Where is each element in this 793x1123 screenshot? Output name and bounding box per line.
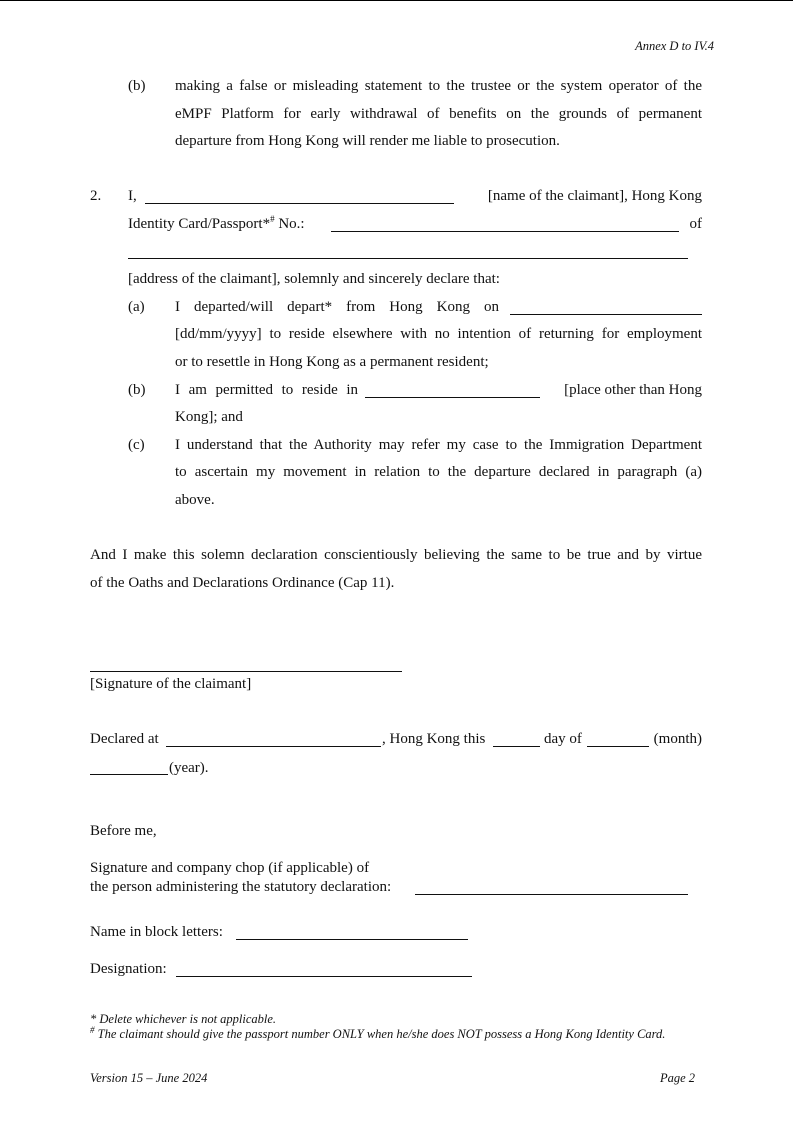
para1b-line-1: making a false or misleading statement to the trustee or the system operator of the: [175, 78, 702, 94]
designation-label: Designation:: [90, 961, 167, 977]
page-number: Page 2: [659, 1071, 695, 1085]
footnote-hash: # The claimant should give the passport number ONLY when he/she does NOT possess a Hong Kong Identity Card.: [90, 1024, 666, 1041]
hong-kong-this-label: , Hong Kong this: [382, 731, 486, 747]
version-label: Version 15 – June 2024: [90, 1071, 208, 1085]
before-me-label: Before me,: [90, 823, 157, 839]
page-top-border: [0, 0, 793, 1]
claimant-address-field[interactable]: [128, 258, 688, 259]
declared-at-label: Declared at: [90, 731, 159, 747]
year-field[interactable]: [90, 774, 168, 775]
item-a-line-3: or to resettle in Hong Kong as a permanent resident;: [175, 354, 489, 370]
designation-field[interactable]: [176, 976, 472, 977]
claimant-name-label: [name of the claimant], Hong Kong: [487, 188, 702, 204]
declaration-line-2: of the Oaths and Declarations Ordinance (Cap 11).: [90, 575, 395, 591]
address-label: [address of the claimant], solemnly and sincerely declare that:: [128, 271, 500, 287]
para2-number: 2.: [90, 188, 102, 204]
para2-i: I,: [128, 188, 137, 204]
declaration-line-1: And I make this solemn declaration conscientiously believing the same to be true and by virtue: [90, 547, 702, 563]
block-letters-label: Name in block letters:: [90, 924, 223, 940]
place-of-residence-field[interactable]: [365, 397, 540, 398]
claimant-signature-field[interactable]: [90, 671, 402, 672]
block-letters-field[interactable]: [236, 939, 468, 940]
item-a-marker: (a): [128, 299, 145, 315]
para1b-line-2: eMPF Platform for early withdrawal of benefits on the grounds of permanent: [175, 106, 702, 122]
item-c-marker: (c): [128, 437, 145, 453]
month-label: (month): [653, 731, 702, 747]
para1b-marker: (b): [128, 78, 146, 94]
item-a-line-2: [dd/mm/yyyy] to reside elsewhere with no intention of returning for employment: [175, 326, 702, 342]
para1b-line-3: departure from Hong Kong will render me liable to prosecution.: [175, 133, 560, 149]
footnote-star: * Delete whichever is not applicable.: [90, 1012, 277, 1026]
administrator-signature-field[interactable]: [415, 894, 688, 895]
claimant-name-field[interactable]: [145, 203, 454, 204]
item-b-line-1-start: I am permitted to reside in: [175, 382, 358, 398]
item-b-marker: (b): [128, 382, 146, 398]
day-of-label: day of: [544, 731, 582, 747]
id-number-field[interactable]: [331, 231, 679, 232]
item-c-line-1: I understand that the Authority may refer my case to the Immigration Department: [175, 437, 702, 453]
item-b-line-1-end: [place other than Hong: [564, 382, 702, 398]
year-label: (year).: [169, 760, 209, 776]
of-word: of: [689, 216, 702, 232]
declared-place-field[interactable]: [166, 746, 381, 747]
item-c-line-2: to ascertain my movement in relation to the departure declared in paragraph (a): [175, 464, 702, 480]
item-b-line-2: Kong]; and: [175, 409, 243, 425]
administrator-signature-label-1: Signature and company chop (if applicable) of: [90, 860, 370, 876]
administrator-signature-label-2: the person administering the statutory declaration:: [90, 879, 392, 895]
day-field[interactable]: [493, 746, 540, 747]
item-c-line-3: above.: [175, 492, 215, 508]
departure-date-field[interactable]: [510, 314, 702, 315]
claimant-signature-label: [Signature of the claimant]: [90, 676, 252, 692]
annex-reference: Annex D to IV.4: [635, 39, 714, 53]
month-field[interactable]: [587, 746, 649, 747]
item-a-line-1: I departed/will depart* from Hong Kong on: [175, 299, 499, 315]
id-passport-label: Identity Card/Passport*# No.:: [128, 214, 305, 232]
